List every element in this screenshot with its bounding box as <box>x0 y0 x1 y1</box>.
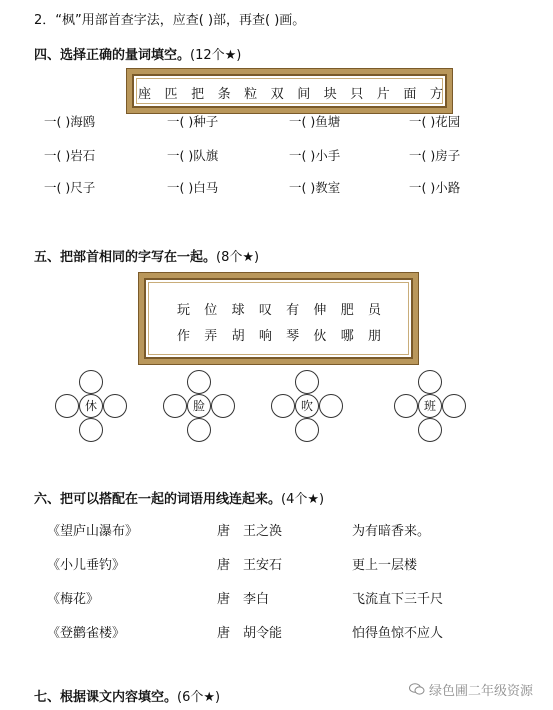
flower-petal-blank[interactable] <box>187 418 211 442</box>
fill-blank-item[interactable]: 一( )海鸥 <box>44 114 96 129</box>
fill-blank-item[interactable]: 一( )尺子 <box>44 180 96 195</box>
flower-center-char: 休 <box>79 394 103 418</box>
flower-petal-blank[interactable] <box>295 370 319 394</box>
flower-petal-blank[interactable] <box>442 394 466 418</box>
section-4-word-box <box>127 69 452 113</box>
char-item: 响 <box>258 329 272 344</box>
fill-blank-item[interactable]: 一( )小路 <box>409 180 461 195</box>
measure-word: 粒 <box>244 87 258 102</box>
flower-diagram <box>55 370 127 442</box>
fill-blank-item[interactable]: 一( )鱼塘 <box>289 114 341 129</box>
char-item: 哪 <box>340 329 354 344</box>
char-item: 胡 <box>231 329 245 344</box>
wechat-icon <box>409 683 425 695</box>
measure-word: 块 <box>323 87 337 102</box>
section-6-heading <box>34 488 324 507</box>
fill-blank-item[interactable]: 一( )种子 <box>167 114 219 129</box>
fill-blank-item[interactable]: 一( )白马 <box>167 180 219 195</box>
flower-center-char: 班 <box>418 394 442 418</box>
flower-petal-blank[interactable] <box>394 394 418 418</box>
section-4-heading <box>34 44 241 63</box>
section-5-heading <box>34 246 259 265</box>
flower-petal-blank[interactable] <box>79 370 103 394</box>
fill-blank-item[interactable]: 一( )房子 <box>409 148 461 163</box>
fill-blank-item[interactable]: 一( )岩石 <box>44 148 96 163</box>
measure-word: 片 <box>376 87 390 102</box>
char-item: 伸 <box>313 303 327 318</box>
measure-word: 匹 <box>164 87 178 102</box>
measure-word: 条 <box>217 87 231 102</box>
poem-title[interactable]: 《小儿垂钓》 <box>47 558 126 573</box>
section-5-title: 五、把部首相同的字写在一起。 <box>34 250 217 265</box>
section-6-score: (4个★) <box>281 492 325 507</box>
char-item: 有 <box>286 303 300 318</box>
section-5-char-box <box>139 273 418 364</box>
section-7-heading <box>34 686 220 705</box>
char-row-1 <box>177 299 381 318</box>
measure-word: 间 <box>297 87 311 102</box>
measure-word: 面 <box>403 87 417 102</box>
section-4-score: (12个★) <box>190 48 242 63</box>
flower-petal-blank[interactable] <box>295 418 319 442</box>
char-item: 弄 <box>204 329 218 344</box>
poem-line[interactable]: 为有暗香来。 <box>352 524 431 539</box>
question-2-text: 2．“枫”用部首查字法，应查( )部，再查( )画。 <box>34 13 306 28</box>
measure-word-list <box>138 83 443 102</box>
measure-word: 座 <box>138 87 152 102</box>
section-5-score: (8个★) <box>216 250 260 265</box>
char-item: 作 <box>177 329 191 344</box>
measure-word: 把 <box>191 87 205 102</box>
fill-blank-item[interactable]: 一( )队旗 <box>167 148 219 163</box>
poem-line[interactable]: 飞流直下三千尺 <box>352 592 444 607</box>
flower-center-char: 吹 <box>295 394 319 418</box>
char-item: 琴 <box>286 329 300 344</box>
flower-petal-blank[interactable] <box>103 394 127 418</box>
char-item: 位 <box>204 303 218 318</box>
section-4-title: 四、选择正确的量词填空。 <box>34 48 191 63</box>
section-7-title: 七、根据课文内容填空。 <box>34 690 178 705</box>
poem-title[interactable]: 《登鹳雀楼》 <box>47 626 126 641</box>
flower-petal-blank[interactable] <box>319 394 343 418</box>
flower-petal-blank[interactable] <box>418 370 442 394</box>
char-item: 叹 <box>258 303 272 318</box>
section-6-title: 六、把可以搭配在一起的词语用线连起来。 <box>34 492 282 507</box>
poem-author[interactable]: 唐 王安石 <box>217 558 283 573</box>
char-item: 朋 <box>367 329 381 344</box>
char-item: 肥 <box>340 303 354 318</box>
flower-petal-blank[interactable] <box>271 394 295 418</box>
flower-petal-blank[interactable] <box>418 418 442 442</box>
flower-diagram <box>271 370 343 442</box>
measure-word: 只 <box>350 87 364 102</box>
char-item: 员 <box>367 303 381 318</box>
measure-word: 双 <box>270 87 284 102</box>
poem-author[interactable]: 唐 王之涣 <box>217 524 283 539</box>
poem-line[interactable]: 怕得鱼惊不应人 <box>352 626 444 641</box>
flower-petal-blank[interactable] <box>55 394 79 418</box>
flower-diagram <box>163 370 235 442</box>
poem-line[interactable]: 更上一层楼 <box>352 558 418 573</box>
fill-blank-item[interactable]: 一( )花园 <box>409 114 461 129</box>
measure-word: 方 <box>429 87 443 102</box>
char-item: 伙 <box>313 329 327 344</box>
poem-author[interactable]: 唐 李白 <box>217 592 270 607</box>
char-row-2 <box>177 325 381 344</box>
flower-petal-blank[interactable] <box>163 394 187 418</box>
fill-blank-item[interactable]: 一( )小手 <box>289 148 341 163</box>
section-7-score: (6个★) <box>177 690 221 705</box>
flower-petal-blank[interactable] <box>211 394 235 418</box>
fill-blank-item[interactable]: 一( )教室 <box>289 180 341 195</box>
char-item: 球 <box>231 303 245 318</box>
watermark-text: 绿色圃二年级资源 <box>429 684 534 699</box>
flower-petal-blank[interactable] <box>187 370 211 394</box>
flower-center-char: 脸 <box>187 394 211 418</box>
flower-diagram <box>394 370 466 442</box>
poem-title[interactable]: 《梅花》 <box>47 592 100 607</box>
poem-title[interactable]: 《望庐山瀑布》 <box>47 524 139 539</box>
flower-petal-blank[interactable] <box>79 418 103 442</box>
char-item: 玩 <box>177 303 191 318</box>
poem-author[interactable]: 唐 胡令能 <box>217 626 283 641</box>
